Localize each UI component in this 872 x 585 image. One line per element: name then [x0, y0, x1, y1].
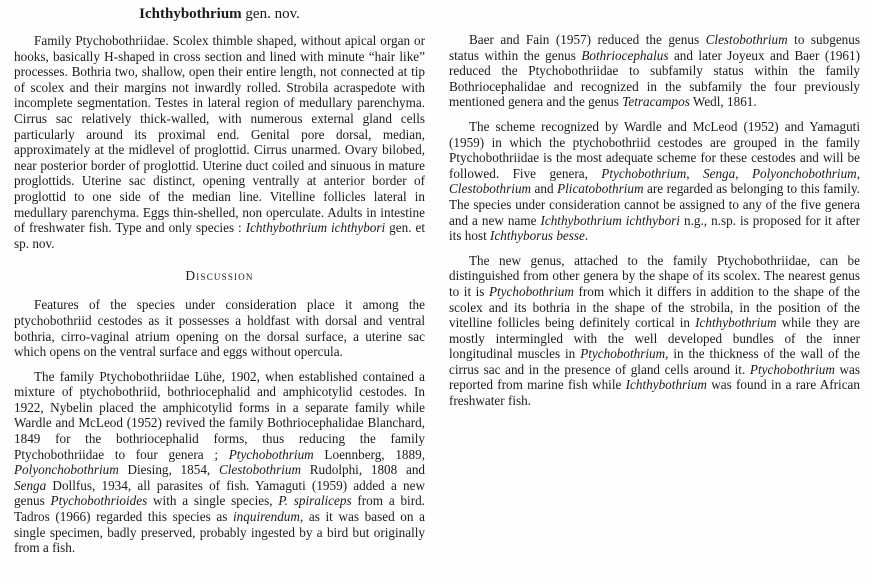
genus-name: Ichthybothrium	[139, 6, 242, 22]
family-history-paragraph: The family Ptychobothriidae Lühe, 1902, when established contained a mixture of ptychobothriid, bothriocephalid and amphicotylid cestodes. In 1922, Nybelin placed the amphicotylid forms in a separate family while Wardle and McLeod (1952) revived the family Bothriocephalidae Blanchard, 1849 for the bothriocephalid forms, thus reducing the family Ptychobothriidae to four genera ; Ptychobothrium Loennberg, 1889, Polyonchobothrium Diesing, 1854, Clestobothrium Rudolphi, 1808 and Senga Dollfus, 1934, all parasites of fish. Yamaguti (1959) added a new genus Ptychobothrioides with a single species, P. spiraliceps from a bird. Tadros (1966) regarded this species as inquirendum, as it was based on a single specimen, badly preserved, probably ingested by a bird but originally from a fish.	[14, 368, 426, 556]
new-genus-paragraph: The new genus, attached to the family Ptychobothriidae, can be distinguished from other genera by the shape of its scolex. The nearest genus to it is Ptychobothrium from which it differs in addition to the shape of the scolex and its bothria in the shape of the strobila, in the position of the vitelline follicles being definitely cortical in Ichthybothrium while they are mostly intermingled with the well developed bundles of the inner longitudinal muscles in Ptychobothrium, in the thickness of the wall of the cirrus sac and in the presence of gland cells around it. Ptychobothrium was reported from marine fish while Ichthybothrium was found in a rare African freshwater fish.	[449, 252, 861, 409]
scheme-paragraph: The scheme recognized by Wardle and McLeod (1952) and Yamaguti (1959) in which the ptychobothriid cestodes are grouped in the family Ptychobothriidae is the most adequate scheme for these cestodes and will be followed. Five genera, Ptychobothrium, Senga, Polyonchobothrium, Clestobothrium and Plicatobothrium are regarded as belonging to this family. The species under consideration cannot be assigned to any of the five genera and a new name Ichthybothrium ichthybori n.g., n.sp. is proposed for it after its host Ichthyborus besse.	[449, 118, 861, 244]
title-suffix: gen. nov.	[241, 6, 300, 22]
left-column	[14, 5, 425, 585]
diagnosis-paragraph: Family Ptychobothriidae. Scolex thimble shaped, without apical organ or hooks, basically H-shaped in cross section and lined with minute “hair like” processes. Bothria two, shallow, open their entire length, not connected at tip of scolex and their margins not inwardly rolled. Strobila acraspedote with incomplete segmentation. Testes in lateral region of medullary parenchyma. Cirrus sac relatively thick-walled, with numerous external gland cells particularly around its proximal end. Genital pore dorsal, median, approximately at the midlevel of proglottid. Cirrus unarmed. Ovary bilobed, near posterior border of proglottid. Uterine duct coiled and sinuous in mature proglottids. Uterine sac distinct, opening ventrally at anterior border of proglottid to one side of the median line. Vitelline follicles lateral in medullary parenchyma. Eggs thin-shelled, non operculate. Adults in intestine of freshwater fish. Type and only species : Ichthybothrium ichthybori gen. et sp. nov.	[14, 33, 425, 251]
discussion-heading: Discussion	[185, 268, 254, 284]
baer-fain-paragraph: Baer and Fain (1957) reduced the genus Clestobothrium to subgenus status within the genus Bothriocephalus and later Joyeux and Baer (1961) reduced the Ptychobothriidae to subfamily status within the family Bothriocephalidae and recognized in the subfamily the four previously mentioned genera and the genus Tetracampos Wedl, 1861.	[449, 32, 861, 110]
article-title	[14, 5, 425, 23]
right-column	[449, 5, 860, 585]
features-paragraph: Features of the species under consideration place it among the ptychobothriid cestodes as it possesses a holdfast with dorsal and ventral bothria, cirro-vaginal atrium opening on the dorsal surface, a uterine sac which opens on the ventral surface and eggs without opercula.	[14, 297, 425, 360]
